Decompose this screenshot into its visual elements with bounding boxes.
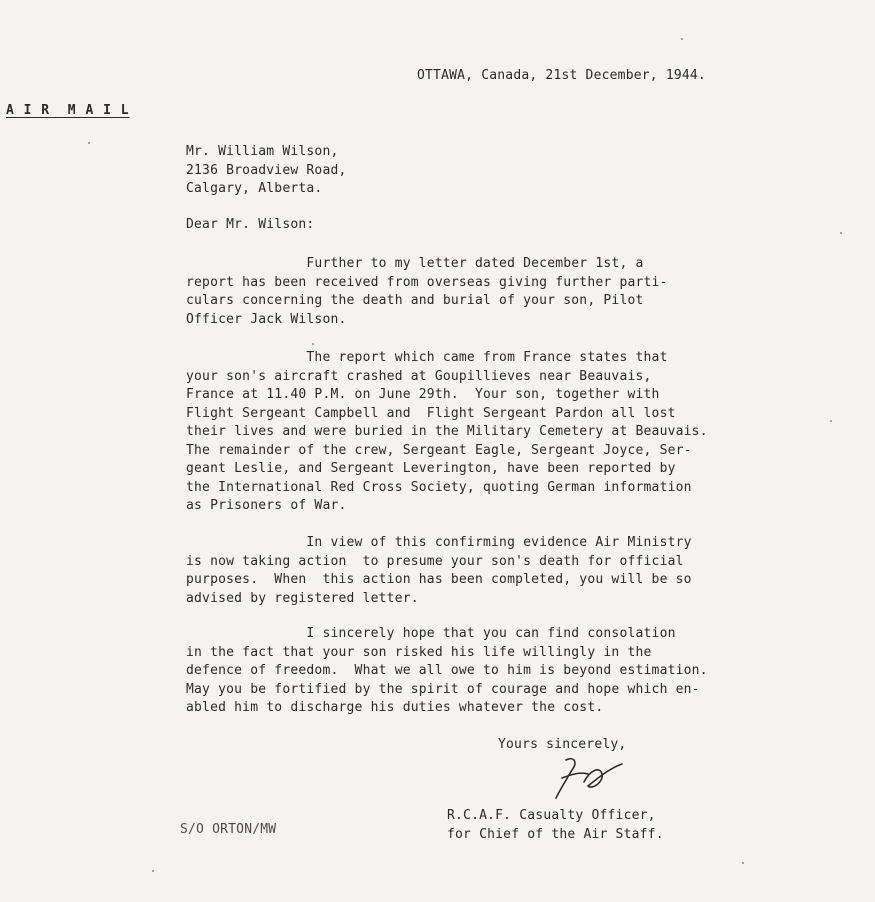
paragraph-line: abled him to discharge his duties whatever the cost.: [186, 700, 604, 715]
paragraph-line: as Prisoners of War.: [186, 498, 347, 513]
paragraph-line: The report which came from France states that: [186, 350, 668, 365]
paper-speck: [742, 862, 744, 864]
paragraph-line: geant Leslie, and Sergeant Leverington, have been reported by: [186, 461, 676, 476]
paragraph-3: [186, 534, 692, 608]
reference-initials: S/O ORTON/MW: [180, 822, 277, 837]
paragraph-line: their lives and were buried in the Military Cemetery at Beauvais.: [186, 424, 708, 439]
paper-speck: [88, 142, 90, 144]
salutation: Dear Mr. Wilson:: [186, 217, 315, 232]
paragraph-line: May you be fortified by the spirit of courage and hope which en-: [186, 681, 700, 697]
paragraph-line: culars concerning the death and burial of your son, Pilot: [186, 293, 644, 308]
paragraph-line: advised by registered letter.: [186, 590, 419, 606]
signatory-title: R.C.A.F. Casualty Officer,: [447, 808, 656, 823]
paragraph-4: [186, 625, 708, 718]
paragraph-line: report has been received from overseas giving further parti-: [186, 274, 668, 290]
paragraph-2: [186, 349, 708, 516]
paragraph-line: France at 11.40 P.M. on June 29th. Your son, together with: [186, 387, 660, 402]
handwritten-signature: [548, 752, 630, 802]
paragraph-line: Officer Jack Wilson.: [186, 311, 347, 327]
recipient-street: 2136 Broadview Road,: [186, 162, 347, 178]
paragraph-1: [186, 255, 668, 329]
paper-speck: [840, 232, 842, 234]
paper-speck: [152, 870, 154, 872]
paragraph-line: Further to my letter dated December 1st, a: [186, 256, 644, 271]
paragraph-line: your son's aircraft crashed at Goupillieves near Beauvais,: [186, 368, 652, 384]
paragraph-line: is now taking action to presume your son's death for official: [186, 553, 684, 569]
paper-speck: [681, 38, 683, 40]
recipient-city: Calgary, Alberta.: [186, 181, 323, 196]
signatory-for-line: for Chief of the Air Staff.: [447, 826, 664, 842]
paragraph-line: in the fact that your son risked his life willingly in the: [186, 644, 652, 660]
paragraph-line: defence of freedom. What we all owe to him is beyond estimation.: [186, 663, 708, 678]
closing: Yours sincerely,: [498, 737, 627, 752]
paragraph-line: I sincerely hope that you can find consolation: [186, 626, 676, 641]
paragraph-line: the International Red Cross Society, quoting German information: [186, 479, 692, 495]
recipient-address: [186, 143, 347, 199]
paragraph-line: In view of this confirming evidence Air Ministry: [186, 535, 692, 550]
air-mail-heading: A I R M A I L: [6, 103, 130, 118]
paragraph-line: Flight Sergeant Campbell and Flight Sergeant Pardon all lost: [186, 405, 676, 421]
recipient-name: Mr. William Wilson,: [186, 144, 339, 159]
paper-speck: [312, 343, 314, 345]
paragraph-line: The remainder of the crew, Sergeant Eagle, Sergeant Joyce, Ser-: [186, 442, 692, 458]
paper-speck: [830, 420, 832, 422]
signature-block: [447, 807, 664, 844]
paragraph-line: purposes. When this action has been completed, you will be so: [186, 572, 692, 587]
date-line: OTTAWA, Canada, 21st December, 1944.: [417, 68, 706, 83]
